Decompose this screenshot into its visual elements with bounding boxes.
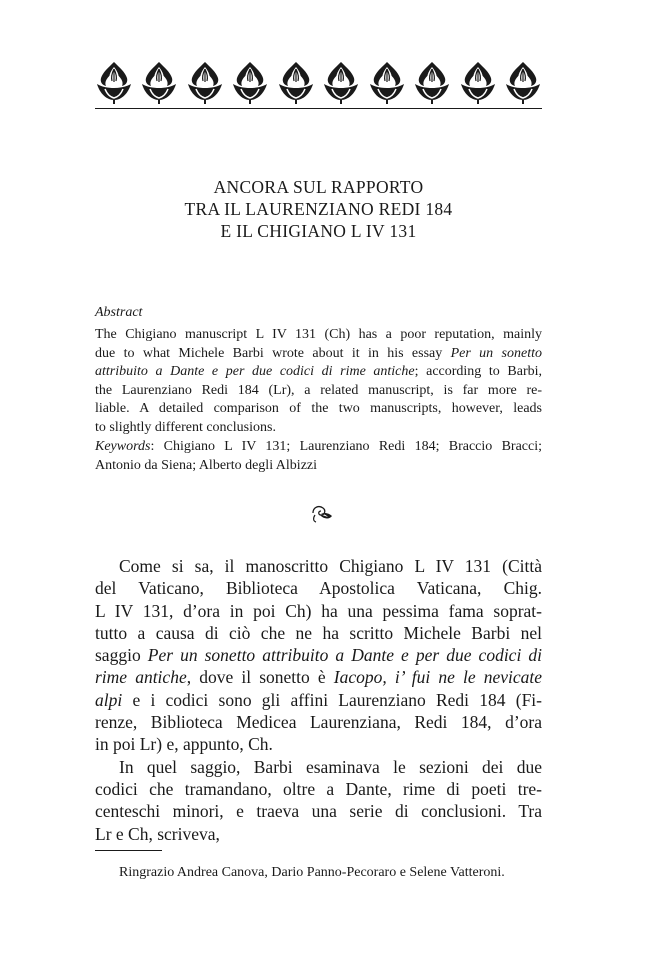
- lotus-ornament-icon: [459, 60, 497, 104]
- body-line: in poi Lr) e, appunto, Ch.: [95, 734, 273, 755]
- abstract-text-run: due to what Michele Barbi wrote about it in his essay: [95, 345, 451, 361]
- lotus-ornament-icon: [368, 60, 406, 104]
- abstract-italic-run: Per un sonetto: [450, 345, 542, 361]
- body-line: [95, 666, 542, 688]
- abstract-line: [95, 382, 542, 401]
- keywords: [95, 438, 542, 475]
- lotus-ornament-icon: [322, 60, 360, 104]
- abstract-text-run: liable. A detailed comparison of the two manuscripts, however, leads: [95, 401, 542, 417]
- body-text-run: e i codici sono gli affini Laurenziano Redi 184 (Fi-: [122, 689, 542, 710]
- abstract-text: [95, 326, 542, 438]
- body-line: tutto a causa di ciò che ne ha scritto Michele Barbi nel: [95, 622, 542, 643]
- body-line: L IV 131, d’ora in poi Ch) ha una pessima fama soprat-: [95, 600, 542, 621]
- abstract-line: [95, 419, 542, 438]
- lotus-ornament-icon: [186, 60, 224, 104]
- body-text-run: , dove il sonetto è: [186, 667, 334, 688]
- abstract-text-run: The Chigiano manuscript L IV 131 (Ch) has a poor reputation, mainly: [95, 327, 542, 342]
- body-line: In quel saggio, Barbi esaminava le sezioni dei due: [119, 756, 542, 777]
- body-italic-run: rime antiche: [95, 667, 187, 688]
- body-line: Lr e Ch, scriveva,: [95, 823, 220, 844]
- fleuron-icon: [305, 500, 335, 524]
- keywords-line: Antonio da Siena; Alberto degli Albizzi: [95, 457, 318, 473]
- abstract-italic-run: attribuito a Dante e per due codici di rime antiche: [95, 364, 415, 380]
- abstract-text-run: the Laurenziano Redi 184 (Lr), a related manuscript, is far more re-: [95, 382, 542, 398]
- abstract-line: [95, 400, 542, 419]
- body-line: codici che tramandano, oltre a Dante, rime di poeti tre-: [95, 778, 542, 799]
- lotus-ornament-icon: [413, 60, 451, 104]
- body-text: [95, 555, 542, 845]
- abstract-text-run: ; according to Barbi,: [414, 364, 542, 380]
- body-line: del Vaticano, Biblioteca Apostolica Vaticana, Chig.: [95, 578, 542, 599]
- body-italic-run: Per un sonetto attribuito a Dante e per due codici di: [147, 645, 542, 666]
- ornament-band: [95, 60, 542, 104]
- body-italic-run: alpi: [95, 689, 123, 710]
- abstract-line: [95, 363, 542, 382]
- title-line: E IL CHIGIANO L IV 131: [220, 221, 417, 241]
- keywords-text-run: : Chigiano L IV 131; Laurenziano Redi 184; Braccio Bracci;: [150, 439, 542, 454]
- abstract-label: Abstract: [95, 305, 143, 320]
- body-line: [95, 689, 542, 711]
- keywords-label: Keywords: [95, 439, 151, 454]
- footnote: Ringrazio Andrea Canova, Dario Panno-Pecoraro e Selene Vatteroni.: [119, 865, 505, 880]
- title-line: ANCORA SUL RAPPORTO: [213, 177, 424, 197]
- body-line: Come si sa, il manoscritto Chigiano L IV 131 (Città: [119, 556, 542, 576]
- title-line: TRA IL LAURENZIANO REDI 184: [184, 199, 453, 219]
- header-rule: [95, 108, 542, 109]
- body-line: renze, Biblioteca Medicea Laurenziana, Redi 184, d’ora: [95, 712, 542, 733]
- lotus-ornament-icon: [95, 60, 133, 104]
- lotus-ornament-icon: [231, 60, 269, 104]
- article-title: [95, 176, 542, 242]
- lotus-ornament-icon: [277, 60, 315, 104]
- body-line: centeschi minori, e traeva una serie di conclusioni. Tra: [95, 801, 542, 822]
- lotus-ornament-icon: [140, 60, 178, 104]
- lotus-ornament-icon: [504, 60, 542, 104]
- body-line: [95, 644, 542, 666]
- abstract-line: [95, 326, 542, 345]
- abstract-line: [95, 345, 542, 364]
- abstract-text-run: to slightly different conclusions.: [95, 419, 276, 435]
- footnote-rule: [95, 850, 162, 851]
- body-text-run: saggio: [95, 645, 148, 666]
- body-italic-run: Iacopo, i’ fui ne le nevicate: [333, 667, 543, 688]
- keywords-line: [95, 438, 542, 457]
